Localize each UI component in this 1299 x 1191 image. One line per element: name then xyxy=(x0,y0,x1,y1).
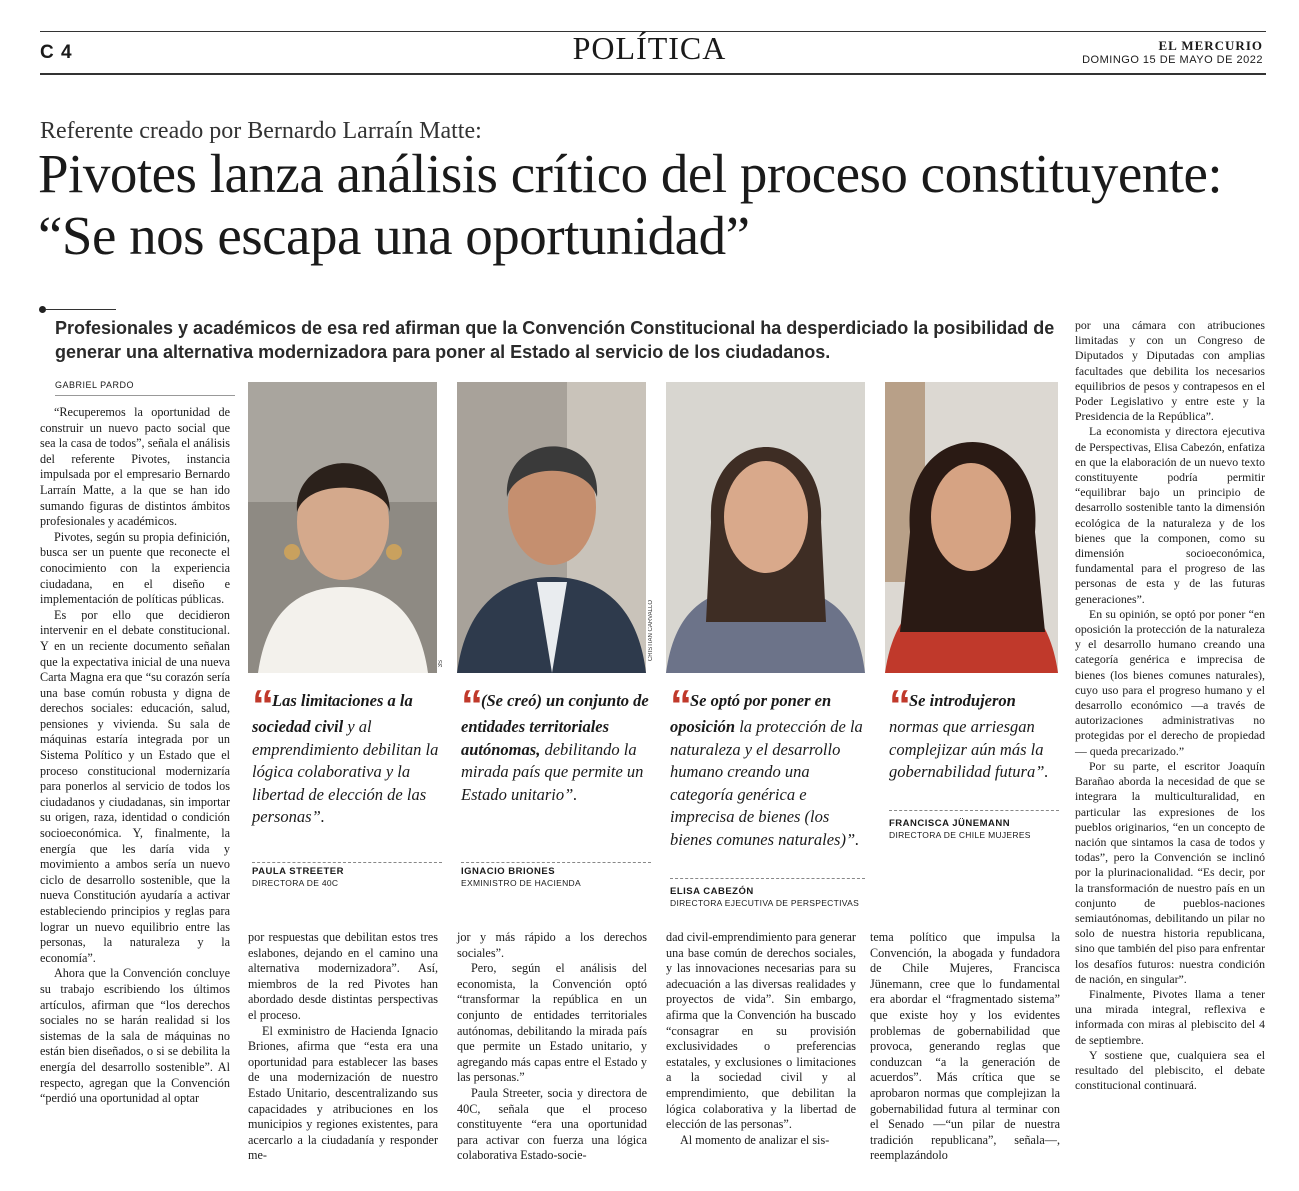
pull-quote xyxy=(252,681,447,829)
article-column-3 xyxy=(457,930,647,1164)
quote-divider xyxy=(461,862,651,863)
quote-attribution-role: DIRECTORA EJECUTIVA DE PERSPECTIVAS xyxy=(670,898,860,908)
article-column-2 xyxy=(248,930,438,1164)
pull-quote xyxy=(461,681,656,806)
paragraph: En su opinión, se optó por poner “en oposición la protección de la naturaleza y el desarrollo humano creando una categoría genérica e imprecisa de bienes (los bienes comunes naturales), cuyo uso para el progreso humano y el desarrollo económico —a través de autorizaciones administrativas no protegidas por el derecho de propiedad— queda precarizado.” xyxy=(1075,606,1265,758)
pull-quote xyxy=(889,681,1064,784)
paragraph: Y sostiene que, cualquiera sea el resultado del plebiscito, el debate constitucional continuará. xyxy=(1075,1047,1265,1093)
article-kicker: Referente creado por Bernardo Larraín Matte: xyxy=(40,118,482,144)
quote-mark-icon: “ xyxy=(252,681,268,730)
masthead xyxy=(1082,38,1263,66)
photo-paula-streeter xyxy=(248,382,437,673)
article-column-5 xyxy=(870,930,1060,1164)
article-headline: Pivotes lanza análisis crítico del proceso constituyente: “Se nos escapa una oportunidad” xyxy=(38,143,1223,266)
quote-mark-icon: “ xyxy=(889,681,905,730)
quote-attribution-role: DIRECTORA DE 40C xyxy=(252,878,339,888)
paragraph: dad civil-emprendimiento para generar una base común de derechos sociales, y las innovaciones necesarias para su adecuación a las diversas realidades y proyectos de vida”. Sin embargo, afirma que la Convención ha buscado “consagrar en su provisión exclusividades o preferencias estatales, y exclusiones o limitaciones a la sociedad civil y al emprendimiento, que debilitan la lógica colaborativa y la libertad de elección de las personas”. xyxy=(666,930,856,1132)
quote-attribution-role: DIRECTORA DE CHILE MUJERES xyxy=(889,830,1031,840)
photo-ignacio-briones xyxy=(457,382,646,673)
paragraph: Al momento de analizar el sis- xyxy=(680,1132,830,1147)
paragraph: por una cámara con atribuciones limitadas y con un Congreso de Diputados y Diputadas con amplias facultades que debilita los necesarios equilibrios de pesos y contrapesos en el Poder Legislativo y entre este y la Presidencia de la República”. xyxy=(1075,318,1265,424)
photo-francisca-junemann xyxy=(885,382,1058,673)
header-rule xyxy=(40,73,1266,75)
paragraph: El exministro de Hacienda Ignacio Briones, afirma que “esta era una oportunidad para establecer las bases de una modernización de nuestro Estado Unitario, descentralizando sus capacidades y atribuciones en los municipios y regiones existentes, para acercarlo a la ciudadanía y responder me- xyxy=(248,1023,438,1163)
paragraph: jor y más rápido a los derechos sociales”. xyxy=(457,930,647,960)
quote-bold: Se optó por poner en oposición xyxy=(670,691,832,736)
publication-name: EL MERCURIO xyxy=(1158,38,1263,53)
deck-rule xyxy=(46,309,116,310)
article-deck: Profesionales y académicos de esa red afirman que la Convención Constitucional ha desperdiciado la posibilidad de generar una alternativa modernizadora para poner al Estado al servicio de los ciudadanos. xyxy=(55,318,1055,362)
deck-bullet-icon xyxy=(39,306,46,313)
photo-credit: CRISTIAN CARVALLO xyxy=(648,600,654,662)
article-column-6 xyxy=(1075,318,1265,1093)
page-number: C 4 xyxy=(40,42,73,63)
quote-text: y al emprendimiento debilitan la lógica colaborativa y la libertad de elección de las personas”. xyxy=(252,717,439,826)
paragraph: La economista y directora ejecutiva de Perspectivas, Elisa Cabezón, enfatiza en que la elaboración de un nuevo texto constituyente podría permitir “equilibrar bajo un principio de desarrollo sostenible tanto la dimensión ecológica de la naturaleza y de los bienes que la componen, como su dimensión socioeconómica, fundamental para el progreso de las personas de esta y de las futuras generaciones”. xyxy=(1075,424,1265,606)
paragraph: tema político que impulsa la Convención, la abogada y fundadora de Chile Mujeres, Francisca Jünemann, cree que lo fundamental era abordar el “fragmentado sistema” que existe hoy y los evidentes problemas de gobernabilidad que provoca, generando reglas que conduzcan “a la generación de acuerdos”. Más crítica que se aprobaron normas que complejizan la gobernabilidad futura al terminar con el Senado —“un pilar de nuestra tradición republicana”, señala—, reemplazándolo xyxy=(870,930,1060,1163)
article-column-4 xyxy=(666,930,856,1148)
photo-credit: 3S xyxy=(438,660,444,668)
quote-text: debilitando la mirada país que permite un Estado unitario”. xyxy=(461,739,644,804)
paragraph: Ahora que la Convención concluye su trabajo escribiendo los últimos artículos, afirman que “los derechos sociales no se harán realidad si los sistemas de la sala de máquinas no están bien diseñados, o si se debilita la energía del desarrollo sostenible”. Al respecto, agregan que la Convención “perdió una oportunidad al optar xyxy=(40,966,230,1106)
quote-bold: (Se creó) un conjunto de entidades territoriales autónomas, xyxy=(461,691,649,759)
quote-text: normas que arriesgan complejizar aún más la gobernabilidad futura”. xyxy=(889,717,1049,781)
paragraph: Pero, según el análisis del economista, la Convención optó “transformar la república en un conjunto de entidades territoriales autónomas, debilitando la mirada país que permite un Estado unitario, y agregando más capas entre el Estado y las personas.” xyxy=(457,961,647,1085)
quote-divider xyxy=(889,810,1059,811)
byline-rule xyxy=(55,395,235,396)
paragraph: Paula Streeter, socia y directora de 40C, señala que el proceso constituyente “era una oportunidad para activar con fuerza una lógica colaborativa Estado-socie- xyxy=(457,1085,647,1163)
quote-mark-icon: “ xyxy=(461,681,477,730)
quote-attribution-name: FRANCISCA JÜNEMANN xyxy=(889,818,1011,829)
quote-divider xyxy=(252,862,442,863)
quote-attribution-name: PAULA STREETER xyxy=(252,866,344,877)
quote-bold: Las limitaciones a la sociedad civil xyxy=(252,691,413,736)
article-column-1 xyxy=(40,405,230,1107)
paragraph: Es por ello que decidieron intervenir en el debate constitucional. Y en un reciente documento señalan que la expectativa inicial de una nueva Carta Magna era que “su corazón sería una base común robusta y digna de derechos sociales: educación, salud, pensiones y vivienda. Su sala de máquinas estaría integrada por un Sistema Político y un Estado que el proceso constitucional modernizaría para ponerlos al servicio de todos los ciudadanos y ciudadanas, sin importar su origen, raza, identidad o condición socioeconómica. Y, finalmente, la energía que les daría vida y movimiento a ambos sería un nuevo ciclo de desarrollo sostenible, que la nueva Constitución ayudaría a activar estableciendo principios y reglas para lograr un nuevo equilibrio entre las personas, la naturaleza y la economía”. xyxy=(40,607,230,965)
paragraph: “Recuperemos la oportunidad de construir un nuevo pacto social que sea la casa de todos”, señala el análisis del referente Pivotes, instancia impulsada por el empresario Bernardo Larraín Matte, a la que se han ido sumando figuras de distintos ámbitos profesionales y académicos. xyxy=(40,405,230,529)
quote-attribution-name: IGNACIO BRIONES xyxy=(461,866,556,877)
paragraph: Pivotes, según su propia definición, busca ser un puente que reconecte el conocimiento con la experiencia ciudadana, en el diseño e implementación de políticas públicas. xyxy=(40,529,230,607)
quote-attribution-role: EXMINISTRO DE HACIENDA xyxy=(461,878,581,888)
paragraph: Por su parte, el escritor Joaquín Barañao aborda la necesidad de que se integrara la multiculturalidad, en particular las expresiones de los pueblos originarios, “en un concepto de nación que sintamos la casa de todos y todas”, pero la Convención se inclinó por la plurinacionalidad. “Es decir, por la transformación de nuestro país en un conjunto de pueblos-naciones semiautónomas, debilitando un pilar no solo de nuestra historia republicana, sino que también del piso para enfrentar los desafíos futuros: nuestra condición de nación, en singular”. xyxy=(1075,758,1265,986)
section-title: POLÍTICA xyxy=(572,30,727,66)
paragraph: Finalmente, Pivotes llama a tener una mirada integral, reflexiva e informada con miras al plebiscito del 4 de septiembre. xyxy=(1075,986,1265,1047)
pull-quote xyxy=(670,681,870,851)
quote-bold: Se introdujeron xyxy=(909,691,1016,710)
byline: GABRIEL PARDO xyxy=(55,380,135,390)
quote-attribution-name: ELISA CABEZÓN xyxy=(670,886,754,897)
photo-elisa-cabezon xyxy=(666,382,865,673)
paragraph: por respuestas que debilitan estos tres eslabones, dejando en el camino una alternativa modernizadora”. Así, miembros de la red Pivotes han abordado desde distintas perspectivas el proceso. xyxy=(248,930,438,1022)
quote-divider xyxy=(670,878,865,879)
quote-mark-icon: “ xyxy=(670,681,686,730)
publication-date: DOMINGO 15 DE MAYO DE 2022 xyxy=(1082,54,1263,66)
quote-text: la protección de la naturaleza y el desarrollo humano creando una categoría genérica e imprecisa de bienes (los bienes comunes naturales)”. xyxy=(670,717,863,849)
